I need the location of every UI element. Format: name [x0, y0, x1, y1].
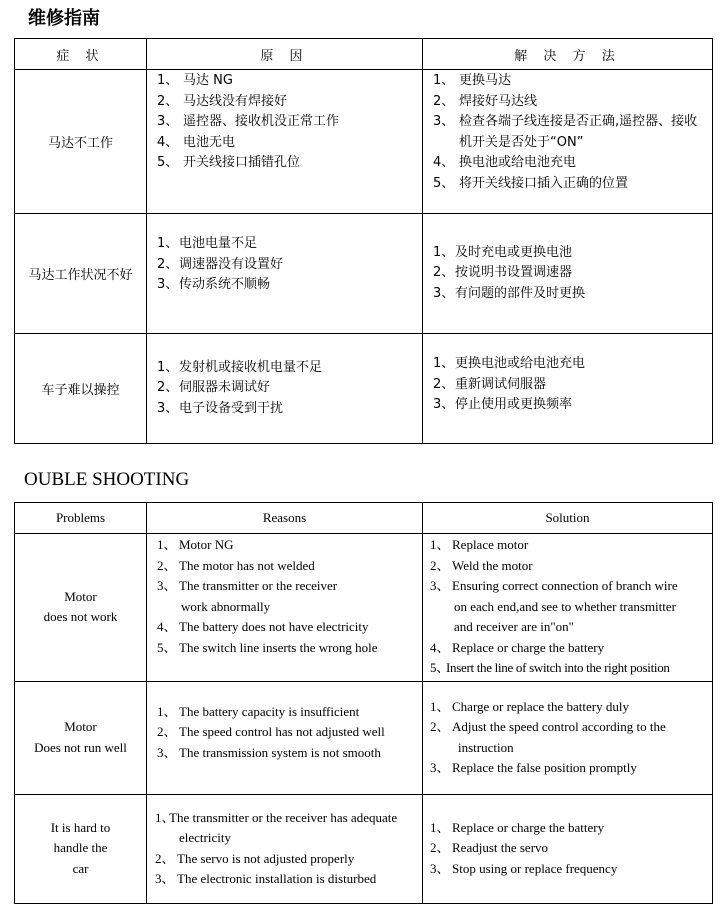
table-row: [15, 794, 713, 903]
solutions-cell: 1、 Replace motor 2、 Weld the motor 3、 Ensuring correct connection of branch wire on each end,and see to whether transmitter and receiver are in"on" 4、 Replace or charge the battery 5、Insert the line of switch into the right position: [423, 534, 713, 682]
table-header-row: [15, 503, 713, 534]
table-row: [15, 334, 713, 444]
reasons-cell: 1、发射机或接收机电量不足 2、伺服器未调试好 3、电子设备受到干扰: [147, 334, 423, 444]
header-cause: 原 因: [147, 39, 423, 70]
reasons-cell: 1、电池电量不足 2、调速器没有设置好 3、传动系统不顺畅: [147, 214, 423, 334]
problem-cell: Motor does not work: [15, 534, 147, 682]
problem-cell: 马达工作状况不好: [15, 214, 147, 334]
cn-title: 维修指南: [28, 8, 100, 29]
table-header-row: [15, 39, 713, 70]
solutions-cell: 1、 Replace or charge the battery 2、 Readjust the servo 3、 Stop using or replace frequency: [423, 794, 713, 903]
solutions-cell: 1、及时充电或更换电池 2、按说明书设置调速器 3、有问题的部件及时更换: [423, 214, 713, 334]
table-row: [15, 681, 713, 794]
en-title: OUBLE SHOOTING: [24, 469, 190, 490]
problem-cell: It is hard to handle the car: [15, 794, 147, 903]
header-solution: 解 决 方 法: [423, 39, 713, 70]
reasons-cell: 1、 Motor NG 2、 The motor has not welded 3、 The transmitter or the receiver work abnormally 4、 The battery does not have electricity 5、 The switch line inserts the wrong hole: [147, 534, 423, 682]
table-row: [15, 70, 713, 214]
problem-cell: Motor Does not run well: [15, 681, 147, 794]
problem-cell: 马达不工作: [15, 70, 147, 214]
header-reasons: Reasons: [147, 503, 423, 534]
solutions-cell: 1、 Charge or replace the battery duly 2、 Adjust the speed control according to the instruction 3、 Replace the false position promptly: [423, 681, 713, 794]
header-symptom: 症 状: [15, 39, 147, 70]
reasons-cell: 1、The transmitter or the receiver has adequate electricity 2、 The servo is not adjusted properly 3、 The electronic installation is disturbed: [147, 794, 423, 903]
en-troubleshooting-table: [14, 502, 713, 904]
header-problems: Problems: [15, 503, 147, 534]
solutions-cell: 1、 更换马达 2、 焊接好马达线 3、 检查各端子线连接是否正确,遥控器、接收 机开关是否处于“ON” 4、 换电池或给电池充电 5、 将开关线接口插入正确的位置: [423, 70, 713, 214]
table-row: [15, 534, 713, 682]
table-row: [15, 214, 713, 334]
problem-cell: 车子难以操控: [15, 334, 147, 444]
header-solution: Solution: [423, 503, 713, 534]
reasons-cell: 1、 马达 NG 2、 马达线没有焊接好 3、 遥控器、接收机没正常工作 4、 电池无电 5、 开关线接口插错孔位: [147, 70, 423, 214]
cn-troubleshooting-table: [14, 38, 713, 444]
solutions-cell: 1、更换电池或给电池充电 2、重新调试伺服器 3、停止使用或更换频率: [423, 334, 713, 444]
reasons-cell: 1、 The battery capacity is insufficient 2、 The speed control has not adjusted well 3、 The transmission system is not smooth: [147, 681, 423, 794]
